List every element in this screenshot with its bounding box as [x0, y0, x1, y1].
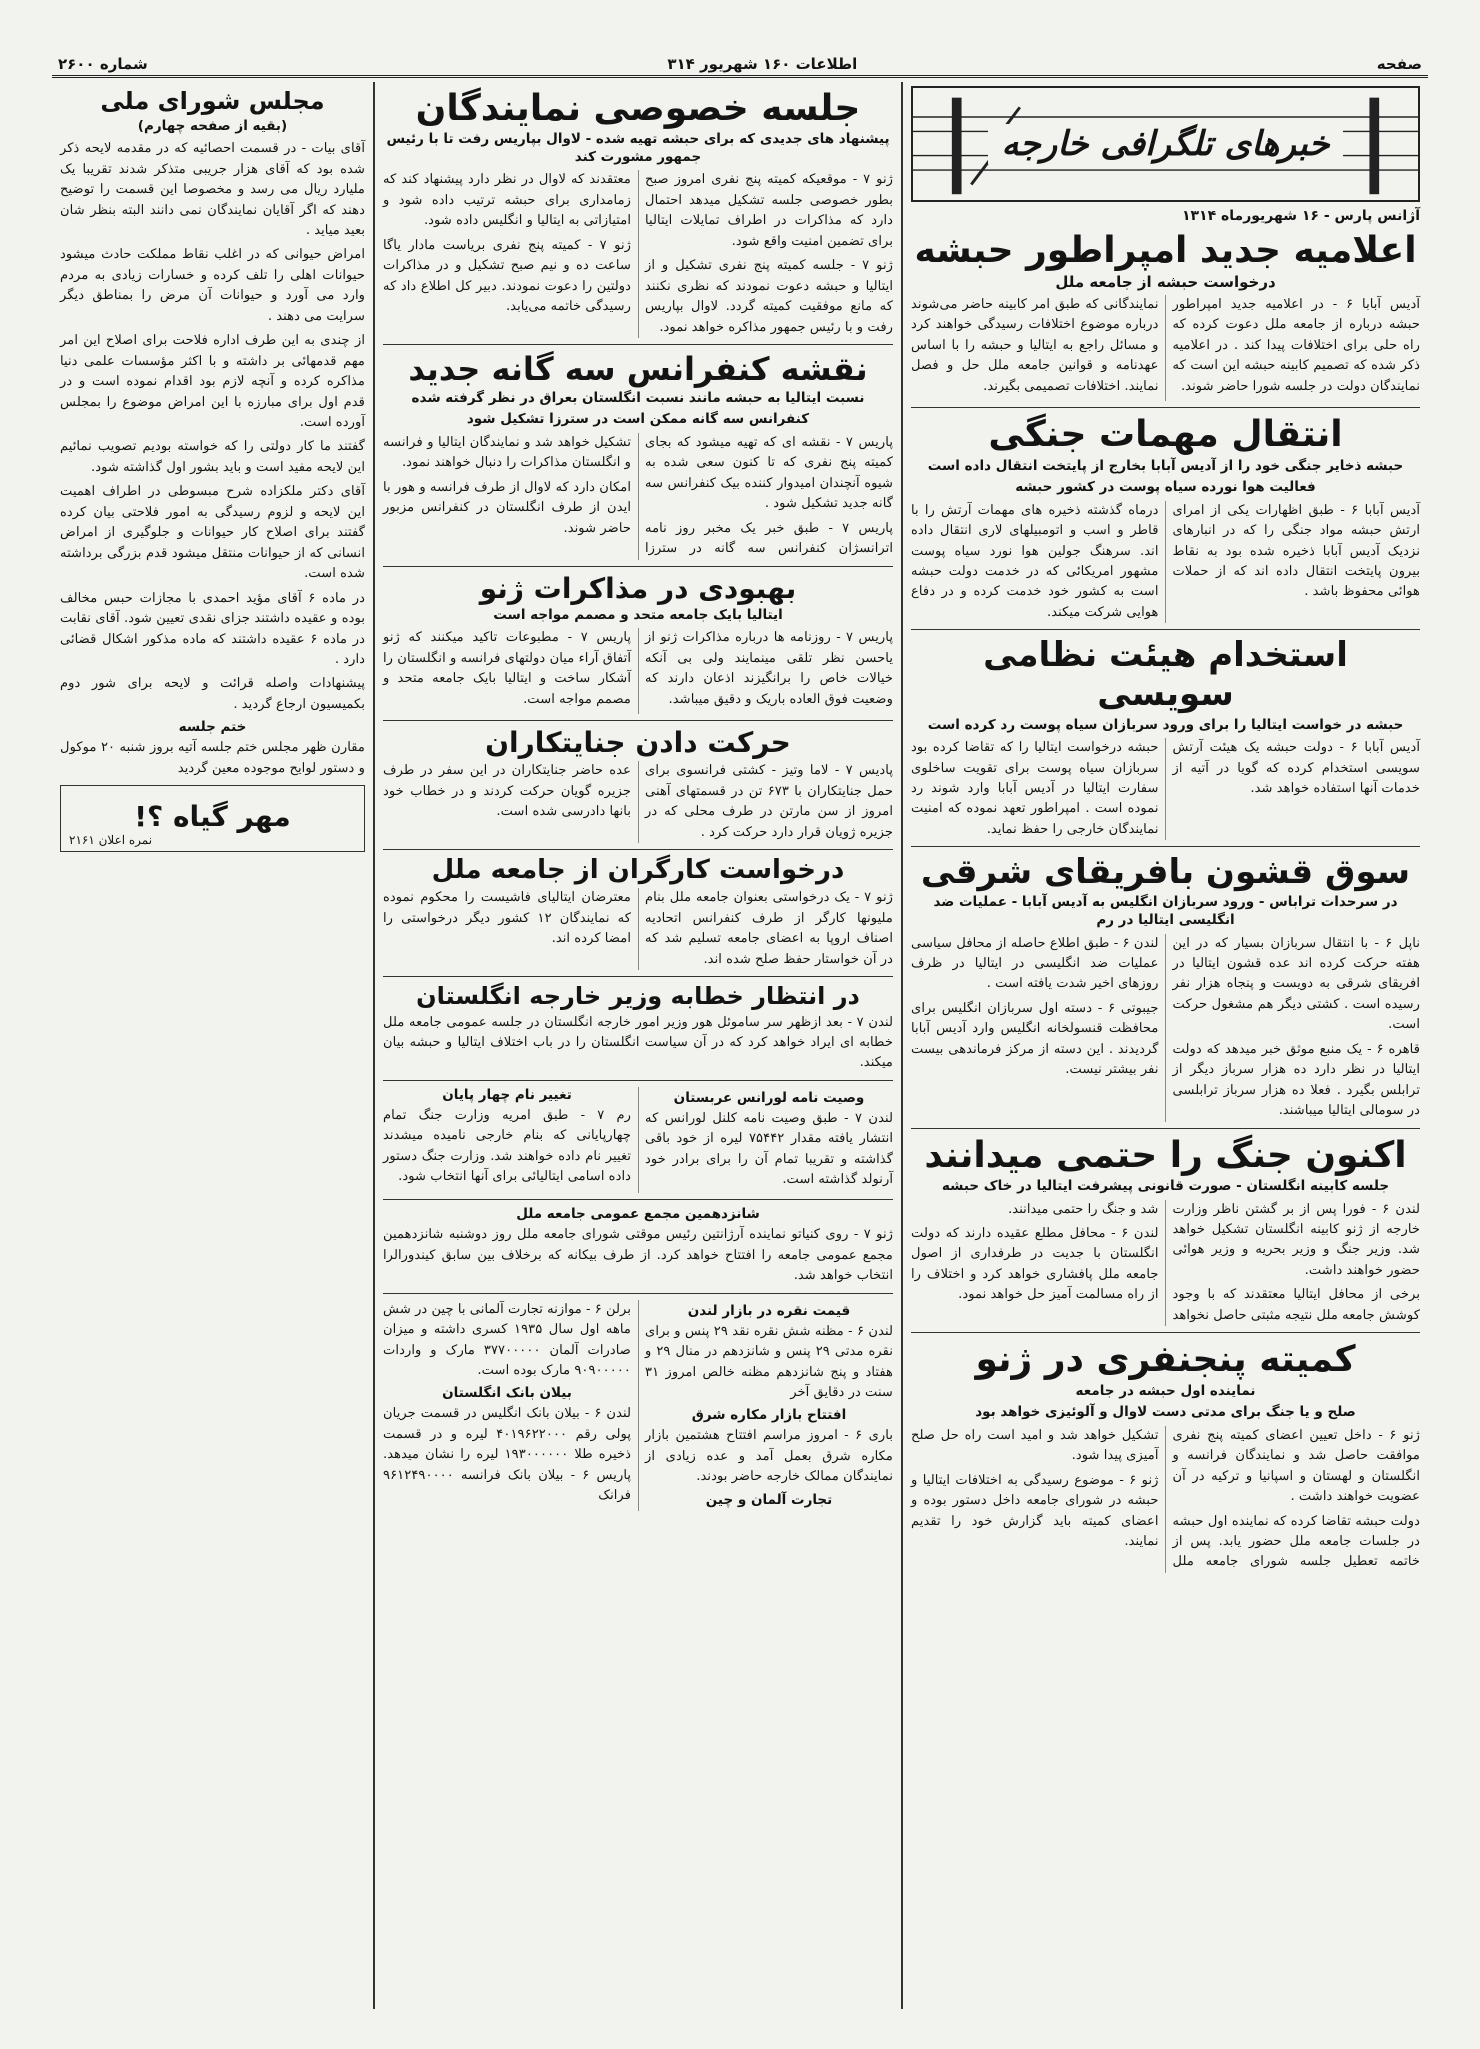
war-para: لندن ۶ - محافل مطلع عقیده دارند که دولت انگلستان با جدیت در طرفداری از اصول جامعه ملل پافشاری خواهد کرد و اختلاف را از راه مسالمت آمیز حل خواهد نمود.	[911, 1226, 1159, 1303]
parliament-para: گفتند ما کار دولتی را که خواسته بودیم تصویب نمائیم این لایحه مفید است و باید بشور اول گذاشته شود.	[60, 439, 365, 475]
troops-subhead: در سرحدات تراباس - ورود سربازان انگلیس به آدیس آبابا - عملیات ضد انگلیسی ایتالیا در رم	[933, 894, 1398, 928]
geneva-column	[373, 82, 903, 2009]
silver-body: لندن ۶ - مظنه شش نقره نقد ۲۹ پنس و برای نقره مدتی ۲۹ پنس و شانزدهم در منال ۲۹ و هفتاد و پنج شانزدهم مظنه خالص امروز ۳۱ سنت در دقایق آخر	[645, 1323, 893, 1400]
improve-subhead: ایتالیا بایک جامعه متحد و مصمم مواجه است	[493, 606, 783, 623]
plan-para: امکان دارد که لاوال از طرف فرانسه و هور با ایدن از طرف انگلستان در کنفرانس مزبور حاضر شوند.	[383, 479, 631, 536]
ad-number: نمره اعلان ۲۱۶۱	[69, 833, 153, 848]
foreign-news-title: خبرهای تلگرافی خارجه	[988, 124, 1344, 164]
proclamation-headline: اعلامیه جدید امپراطور حبشه	[914, 230, 1417, 271]
parliament-para: در ماده ۶ آقای مؤید احمدی با مجازات حبس مخالف بوده و عقیده داشتند جزای نقدی تعیین شود. آقای نقابت در ماده ۶ عقیده داشتند که ماده مذکور اشکال قضائی دارد .	[60, 590, 365, 668]
war-para: برخی از محافل ایتالیا معتقدند که با وجود کوشش جامعه ملل نتیجه مثبتی حاصل نخواهد شد و جنگ را حتمی میدانند.	[1008, 1201, 1420, 1323]
swiss-para: حبشه درخواست ایتالیا را که تقاضا کرده بود سربازان سیاه پوست برای تقویت ساخلوی سفارت ایتالیا در آدیس آبابا وارد شوند رد نموده است . امپراطور تعهد نموده که امنیت نمایندگان خارجی را حفظ نماید.	[911, 740, 1159, 837]
troops-para: قاهره ۶ - یک منبع موثق خبر میدهد که دولت ایتالیا در نظر دارد ده هزار سرباز دیگر از ترابلس بگیرد . فعلا ده هزار سرباز ترابلسی در سومالی ایتالیا میباشند.	[1172, 1041, 1420, 1119]
improve-para: پاریس ۷ - مطبوعات تاکید میکنند که ژنو آتفاق آراء میان دولتهای فرانسه و انگلستان را آشکار ساخت و ایتالیا بایک جامعه متحد و مصمم مواجه است.	[383, 630, 632, 707]
session-subhead: پیشنهاد های جدیدی که برای حبشه تهیه شده - لاوال بپاریس رفت تا با رئیس جمهور مشورت کند	[386, 131, 890, 165]
session-para: ژنو ۷ - جلسه کمیته پنج نفری تشکیل و از ایتالیا و حبشه دعوت نمودند که نظری نکنند که مانع موفقیت کمیته گردد. لاوال بپاریس رفت و با رئیس جمهور مذاکره خواهد نمود.	[645, 258, 894, 335]
travel-para: عده حاضر جنایتکاران در این سفر در طرف جزیره گویان حرکت کردند و در خطاب خود بانها دادرسی شده است.	[383, 763, 631, 820]
parliament-title: مجلس شورای ملی	[100, 87, 325, 115]
session-para: معتقدند که لاوال در نظر دارد پیشنهاد کند که زمامداری برای حبشه ترتیب داده شود و امتیازاتی به ایتالیا و انگلیس داده شود.	[383, 172, 631, 229]
plan-subhead2: کنفرانس سه گانه ممکن است در سترزا تشکیل شود	[466, 411, 810, 428]
committee-subhead2: صلح و یا جنگ برای مدتی دست لاوال و آلوئیزی خواهد بود	[975, 1404, 1356, 1421]
plan-para: پاریس ۷ - نقشه ای که تهیه میشود که بجای کمیته پنج نفری که تا کنون سعی شده به شیوه آنچندان امیدوار کننده بیک کنفرانس سه گانه جدید تشکیل شود .	[645, 435, 893, 512]
transfer-subhead: حبشه ذخایر جنگی خود را از آدیس آبابا بخارج از پایتخت انتقال داده است	[927, 457, 1404, 474]
will-title: وصیت نامه لورانس عربستان	[673, 1089, 865, 1106]
improve-headline: بهبودی در مذاکرات ژنو	[479, 571, 797, 605]
war-headline: اکنون جنگ را حتمی میدانند	[924, 1134, 1407, 1176]
foreign-news-column	[903, 82, 1428, 2009]
session-para: ژنو ۷ - کمیته پنج نفری بریاست مادار یاگا ساعت ده و نیم صبح تشکیل و در مذاکرات دولتین را دعوت نمودند. دبیر کل اطلاع داد که رسیدگی خاتمه می‌یابد.	[383, 237, 631, 315]
masthead	[52, 52, 1428, 78]
ad-title: مهر گیاه ؟!	[134, 800, 291, 834]
parliament-para: آقای بیات - در قسمت احصائیه که در مقدمه لایحه ذکر شده بود که آقای هزار جریبی متذکر شدند تقریبا یک ملیارد ریال می رسد و مخصوصا این قسمت را توضیح دهند که اگر آقایان نمایندگان نمی دانند البته بنظر شان بعید میاید .	[60, 141, 365, 238]
committee-subhead: نماینده اول حبشه در جامعه	[1075, 1382, 1256, 1399]
swiss-subhead: حبشه در خواست ایتالیا را برای ورود سربازان سیاه پوست رد کرده است	[927, 716, 1404, 733]
silver-title: قیمت نقره در بازار لندن	[687, 1302, 851, 1319]
transfer-subhead2: فعالیت هوا نورده سیاه پوست در کشور حبشه	[1015, 479, 1316, 496]
trade-body: برلن ۶ - موازنه تجارت آلمانی با چین در شش ماهه اول سال ۱۹۳۵ کسری داشته و میزان صادرات آلمان ۳۷۷۰۰۰۰۰ مارک و واردات ۹۰۹۰۰۰۰۰ مارک بوده است.	[383, 1301, 631, 1378]
issue-number: شماره ۲۶۰۰	[58, 54, 148, 73]
swiss-headline: استخدام هیئت نظامی سویسی	[983, 635, 1348, 715]
plan-headline: نقشه کنفرانس سه گانه جدید	[408, 350, 868, 389]
troops-para: لندن ۶ - طبق اطلاع حاصله از محافل سیاسی عملیات ضد انگلیسی در ایتالیا در ظرف روزهای اخیر شدت یافته است .	[911, 935, 1159, 992]
plan-para: پاریس ۷ - طبق خبر یک مخبر روز نامه اترانسژان کنفرانس سه گانه در سترزا تشکیل خواهد شد و نمایندگان ایتالیا و فرانسه و انگلستان مذاکرات را دنبال خواهند نمود.	[383, 435, 893, 557]
foreign-news-banner	[911, 86, 1420, 202]
transfer-para: درماه گذشته ذخیره های مهمات آرتش را با قاطر و اسب و اتومبیلهای لاری انتقال داده اند. سرهنگ جولین هوا نورد سیاه پوست مشهور امریکائی که در خدمت دولت حبشه است به کشور خود خدمت کرده و در دفاع هوایی شرکت میکند.	[911, 502, 1159, 620]
market-body: باری ۶ - امروز مراسم افتتاح هشتمین بازار مکاره شرق بعمل آمد و عده زیادی از نمایندگان ممالک خارجه حاضر بودند.	[645, 1428, 893, 1485]
committee-para: ژنو ۶ - موضوع رسیدگی به اختلافات ایتالیا و حبشه در شورای جامعه داخل دستور بوده و اعضای کمیته باید گزارش خود را تقدیم نمایند.	[911, 1472, 1159, 1550]
advertisement	[60, 785, 365, 852]
workers-headline: درخواست کارگران از جامعه ملل	[431, 855, 845, 886]
page-label: صفحه	[1376, 54, 1422, 73]
workers-para: ژنو ۷ - یک درخواستی بعنوان جامعه ملل بنام ملیونها کارگر از طرف کنفرانس اتحادیه اصناف اروپا به اعضای جامعه تسلیم شد که در آن خواستار حفظ صلح شده اند.	[645, 890, 893, 967]
market-title: افتتاح بازار مکاره شرق	[691, 1407, 847, 1424]
month-title: تغییر نام چهار پایان	[442, 1086, 572, 1103]
parliament-column	[52, 82, 373, 2009]
workers-para: معترضان ایتالیای فاشیست را محکوم نموده که نمایندگان ۱۲ کشور دیگر درخواستی را امضا کرده اند.	[383, 890, 631, 947]
parliament-para: از چندی به این طرف اداره فلاحت برای اصلاح این امر مهم قدمهائی بر داشته و با اکثر مؤسسات علمی دنیا مذاکره کرده و آنچه لازم بود اقدام نموده است و در قدم اول برای مبارزه با این امراض موضوع را بمجلس آورده است.	[60, 333, 365, 431]
improve-para: پاریس ۷ - روزنامه ها درباره مذاکرات ژنو از یاحسن نظر تلقی مینمایند ولی بی آنکه خیالات خاص را برانگیزند اذعان دارند که وضعیت فوق العاده باریک و دقیق میباشد.	[645, 630, 893, 707]
committee-para: دولت حبشه تقاضا کرده که نماینده اول حبشه در جلسات جامعه ملل حضور یابد. پس از خاتمه تعطیل جلسه شورای جامعه ملل تشکیل خواهد شد و امید است راه حل صلح آمیزی پیدا شود.	[911, 1427, 1420, 1570]
war-subhead: جلسه کابینه انگلستان - صورت قانونی پیشرفت ایتالیا در خاک حبشه	[941, 1178, 1390, 1195]
proclamation-para: نمایندگانی که طبق امر کابینه حاضر می‌شوند درباره موضوع اختلافات رسیدگی خواهند کرد و مسائل راجع به ایتالیا و حبشه را با اساس عهدنامه و قوانین جامعه ملل حل و فصل نمایند. اختلافات تصمیمی بگیرند.	[911, 296, 1159, 394]
trade-title: تجارت آلمان و چین	[705, 1491, 833, 1508]
paper-date: اطلاعات ۱۶۰ شهریور ۳۱۴	[667, 54, 858, 73]
parliament-para: امراض حیوانی که در اغلب نقاط مملکت حادث میشود حیوانات اهلی را تلف کرده و خسارات زیادی به مردم وارد می آورد و حیوانات آن مرض را بمناطق دیگر سرایت می دهند .	[60, 247, 365, 324]
session-end: ختم جلسه	[178, 719, 247, 736]
month-body: رم ۷ - طبق امریه وزارت جنگ تمام چهارپایانی که بنام خارجی نامیده میشدند تغییر نام داده خواهند شد. وزارت جنگ دستور داده اسامی ایتالیائی برای آنها انتخاب شود.	[383, 1107, 632, 1185]
dateline: آژانس پارس - ۱۶ شهریورماه ۱۳۱۴	[1181, 208, 1420, 224]
committee-para: ژنو ۶ - داخل تعیین اعضای کمیته پنج نفری موافقت حاصل شد و نمایندگان فرانسه و انگلستان و لهستان و اسپانیا و ترکیه در آن عضویت خواهند داشت .	[1172, 1427, 1420, 1505]
speech-headline: در انتظار خطابه وزیر خارجه انگلستان	[416, 981, 860, 1010]
committee-headline: کمیته پنجنفری در ژنو	[975, 1339, 1356, 1381]
parliament-para: مقارن ظهر مجلس ختم جلسه آتیه بروز شنبه ۲۰ موکول و دستور لوایح موجوده معین گردید	[60, 740, 365, 776]
troops-headline: سوق قشون بافریقای شرقی	[920, 852, 1411, 893]
proclamation-para: آدیس آبابا ۶ - در اعلامیه جدید امپراطور حبشه درباره از جامعه ملل دعوت کرده که راه حلی برای اختلافات پیدا کند . در اعلامیه ذکر شده که تصمیم کابینه حبشه این است که نمایندگان دولت در جلسه شورا حاضر شوند.	[1172, 296, 1420, 394]
parliament-para: آقای دکتر ملکزاده شرح مبسوطی در اطراف اهمیت این لایحه و لزوم رسیدگی به امور فلاحتی بیان کرده گفتند برای اصلاح کار حیوانات و جلوگیری از امراض انسانی که از حیوانات منتقل میشود قدم بزرگی برداشته شده است.	[60, 484, 365, 582]
parliament-para: پیشنهادات واصله قرائت و لایحه برای شور دوم بکمیسیون ارجاع گردید .	[60, 676, 365, 712]
travel-para: پادیس ۷ - لاما وتیز - کشتی فرانسوی برای حمل جنایتکاران با ۶۷۳ تن در قسمتهای آهنی امروز از سن مارتن در طرف محلی که در جزیره ژویان قرار دارد حرکت کرد .	[645, 763, 893, 840]
transfer-para: آدیس آبابا ۶ - طبق اظهارات یکی از امرای ارتش حبشه مواد جنگی را که در انبارهای نزدیک آدیس آبابا ذخیره شده بود به نقاط بیرون پایتخت انتقال داده اند که از حملات هوائی محفوظ باشد .	[1172, 502, 1420, 600]
parliament-continued: (بقیه از صفحه چهارم)	[137, 117, 288, 134]
swiss-para: آدیس آبابا ۶ - دولت حبشه یک هیئت آرتش سویسی استخدام کرده که گویا در آتیه از خدمات آنها استفاده خواهد شد.	[1172, 740, 1420, 796]
plan-subhead: نسبت ایتالیا به حبشه مانند نسبت انگلستان بعراق در نظر گرفته شده	[411, 389, 865, 406]
troops-para: جیبوتی ۶ - دسته اول سربازان انگلیس برای محافظت قنسولخانه انگلیس وارد آدیس آبابا گردیدند . این دسته از مرکز فرماندهی بیست نفر بیشتر نیست.	[911, 1000, 1159, 1078]
troops-para: ناپل ۶ - با انتقال سربازان بسیار که در این هفته حرکت کرده اند عده قشون ایتالیا در افریقای شرقی به دویست و پنجاه هزار نفر رسیده است . کشتی دیگر هم مشغول حرکت است.	[1172, 935, 1420, 1033]
will-body: لندن ۷ - طبق وصیت نامه کلنل لورانس که انتشار یافته مقدار ۷۵۴۴۲ لیره از خود باقی گذاشته و تقریبا تمام آن را برای برادر خود آرنولد گذاشته است.	[645, 1110, 893, 1188]
bank-body: لندن ۶ - بیلان بانک انگلیس در قسمت جریان پولی رقم ۴۰۱۹۶۲۲۰۰۰ لیره و در قسمت ذخیره طلا ۱۹۳۰۰۰۰۰۰ لیره را نشان میدهد. پاریس ۶ - بیلان بانک فرانسه ۹۶۱۲۴۹۰۰۰۰ فرانک	[383, 1406, 632, 1504]
transfer-headline: انتقال مهمات جنگی	[988, 414, 1343, 456]
proclamation-subhead: درخواست حبشه از جامعه ملل	[1055, 273, 1276, 292]
war-para: لندن ۶ - فورا پس از بر گشتن ناظر وزارت خارجه از ژنو کابینه انگلستان تشکیل خواهد شد. وزیر جنگ و وزیر بحریه و وزیر هوائی حضور خواهند داشت.	[1172, 1201, 1420, 1278]
speech-para: لندن ۷ - بعد ازظهر سر ساموئل هور وزیر امور خارجه انگلستان در جلسه عمومی جامعه ملل خطابه ای ایراد خواهد کرد که در آن سیاست انگلستان را در باب اختلاف ایتالیا و حبشه بیان میکند.	[383, 1014, 894, 1071]
bank-title: بیلان بانک انگلستان	[442, 1385, 572, 1402]
session-headline: جلسه خصوصی نمایندگان	[415, 88, 861, 129]
assembly-body: ژنو ۷ - روی کنیاتو نماینده آرژانتین رئیس موقتی شورای جامعه ملل روز دوشنبه شانزدهمین مجمع عمومی جامعه را افتتاح خواهد کرد. از طرف بیکانه که برخلاف بین سابق کیندورالرا انتخاب خواهد شد.	[383, 1227, 893, 1284]
travel-headline: حرکت دادن جنایتکاران	[485, 726, 791, 760]
assembly-title: شانزدهمین مجمع عمومی جامعه ملل	[516, 1206, 760, 1223]
session-para: ژنو ۷ - موقعیکه کمیته پنج نفری امروز صبح بطور خصوصی جلسه تشکیل میدهد احتمال دارد که مذاکرات در اطراف تمایلات ایتالیا برای تضمین امنیت واقع شود.	[645, 172, 894, 249]
